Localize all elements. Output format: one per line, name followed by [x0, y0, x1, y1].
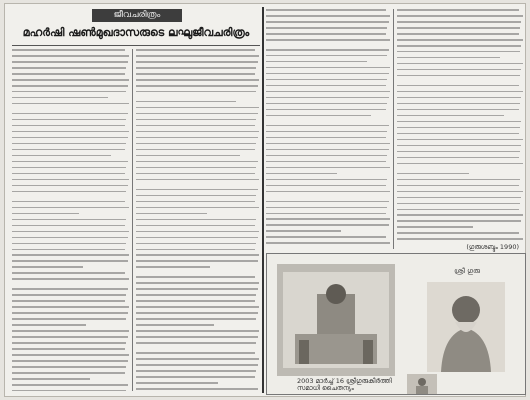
- text-line: [12, 243, 126, 245]
- text-line: [12, 324, 86, 326]
- text-line: [136, 161, 258, 163]
- text-line: [266, 15, 390, 17]
- text-line: [397, 27, 520, 29]
- text-line: [266, 91, 390, 93]
- text-line: [12, 254, 129, 256]
- text-line: [12, 61, 128, 63]
- article-heading: [12, 9, 260, 46]
- text-line: [266, 173, 337, 175]
- text-line: [12, 378, 90, 380]
- text-line: [266, 179, 387, 181]
- text-line: [12, 318, 126, 320]
- text-line: [12, 103, 129, 105]
- text-line: [136, 306, 259, 308]
- text-line: [266, 21, 389, 23]
- text-line: [12, 85, 128, 87]
- text-line: [136, 294, 256, 296]
- page-fold-divider: [262, 7, 264, 393]
- text-line: [12, 260, 128, 262]
- text-line: [12, 125, 125, 127]
- text-line: [397, 121, 521, 123]
- text-line: [266, 191, 390, 193]
- text-line: [266, 55, 387, 57]
- text-line: [136, 189, 258, 191]
- text-line: [397, 191, 523, 193]
- text-line: [12, 161, 128, 163]
- text-line: [136, 101, 236, 103]
- text-line: [397, 39, 523, 41]
- text-line: [136, 137, 258, 139]
- column-divider: [393, 9, 394, 249]
- text-line: [12, 249, 125, 251]
- text-line: [12, 97, 108, 99]
- text-line: [136, 67, 256, 69]
- text-line: [12, 113, 128, 115]
- text-line: [397, 145, 521, 147]
- text-line: [266, 109, 386, 111]
- text-line: [136, 91, 256, 93]
- text-line: [12, 219, 126, 221]
- text-line: [266, 115, 371, 117]
- text-line: [12, 372, 125, 374]
- text-line: [266, 185, 386, 187]
- text-line: [136, 237, 258, 239]
- text-line: [12, 213, 79, 215]
- text-line: [136, 370, 256, 372]
- text-line: [266, 97, 389, 99]
- text-column-4: [397, 9, 524, 249]
- text-line: [266, 27, 387, 29]
- text-line: [12, 73, 125, 75]
- text-line: [12, 79, 129, 81]
- text-line: [136, 179, 259, 181]
- text-line: [397, 139, 523, 141]
- text-line: [136, 243, 256, 245]
- text-line: [266, 85, 386, 87]
- text-line: [136, 55, 259, 57]
- text-line: [397, 51, 520, 53]
- text-line: [136, 376, 255, 378]
- text-line: [136, 260, 258, 262]
- text-line: [266, 213, 386, 215]
- text-line: [12, 201, 125, 203]
- text-line: [397, 203, 520, 205]
- text-line: [136, 195, 256, 197]
- text-line: [397, 214, 523, 216]
- text-line: [12, 131, 129, 133]
- text-line: [136, 388, 258, 390]
- text-line: [136, 282, 259, 284]
- text-line: [136, 330, 259, 332]
- text-line: [136, 73, 255, 75]
- photo-caption-left: 2003 മാർച്ച് 16 ശ്രീഗുരുകീർത്തി സമാധി ചൈതന്യം: [297, 377, 392, 392]
- text-line: [266, 149, 389, 151]
- text-line: [12, 336, 128, 338]
- text-line: [136, 231, 259, 233]
- text-line: [12, 231, 129, 233]
- text-line: [12, 384, 128, 386]
- photo-panel: [266, 253, 526, 395]
- text-line: [397, 45, 521, 47]
- text-line: [136, 225, 255, 227]
- text-line: [397, 63, 523, 65]
- text-line: [136, 207, 259, 209]
- text-line: [12, 67, 126, 69]
- text-line: [397, 57, 500, 59]
- text-line: [12, 155, 111, 157]
- text-line: [12, 167, 126, 169]
- text-line: [12, 366, 126, 368]
- text-line: [136, 119, 256, 121]
- text-line: [397, 97, 521, 99]
- column-divider: [132, 49, 133, 391]
- text-line: [12, 119, 126, 121]
- newspaper-page: [4, 3, 526, 397]
- text-line: [12, 149, 125, 151]
- text-line: [397, 220, 521, 222]
- text-line: [136, 201, 255, 203]
- text-line: [266, 49, 389, 51]
- text-line: [397, 226, 473, 228]
- small-photo: [407, 374, 437, 394]
- text-line: [12, 179, 129, 181]
- text-line: [397, 133, 519, 135]
- text-line: [12, 173, 125, 175]
- text-line: [266, 131, 387, 133]
- text-line: [397, 69, 521, 71]
- text-line: [136, 276, 255, 278]
- text-line: [12, 288, 128, 290]
- text-line: [397, 15, 523, 17]
- text-line: [12, 49, 125, 51]
- text-line: [397, 185, 519, 187]
- text-line: [12, 137, 128, 139]
- text-line: [12, 312, 128, 314]
- text-line: [12, 143, 126, 145]
- text-line: [136, 312, 258, 314]
- text-line: [136, 125, 255, 127]
- text-line: [266, 236, 386, 238]
- text-line: [397, 157, 519, 159]
- text-line: [12, 348, 125, 350]
- text-line: [266, 73, 389, 75]
- text-line: [266, 67, 390, 69]
- text-line: [266, 167, 390, 169]
- photo-caption-right: ശ്രീ ഗുരു: [454, 267, 480, 275]
- text-line: [136, 173, 255, 175]
- text-line: [12, 225, 125, 227]
- text-line: [12, 294, 126, 296]
- text-line: [12, 266, 83, 268]
- text-line: [136, 61, 258, 63]
- text-line: [266, 207, 387, 209]
- text-line: [266, 137, 386, 139]
- text-line: [266, 103, 387, 105]
- text-line: [12, 354, 129, 356]
- text-line: [136, 318, 256, 320]
- text-line: [136, 79, 259, 81]
- text-line: [136, 85, 258, 87]
- text-line: [266, 230, 341, 232]
- text-line: [136, 382, 218, 384]
- text-line: [136, 352, 255, 354]
- text-line: [266, 61, 367, 63]
- text-line: [397, 209, 519, 211]
- portrait-photo: [427, 282, 505, 372]
- text-line: [397, 115, 504, 117]
- text-line: [136, 113, 258, 115]
- text-column-1: [12, 49, 130, 391]
- text-line: [12, 360, 128, 362]
- text-line: [12, 330, 129, 332]
- text-line: [136, 107, 259, 109]
- text-line: [12, 390, 126, 391]
- text-line: [266, 39, 390, 41]
- text-line: [397, 75, 520, 77]
- article-title: മഹർഷി ഷൺമുഖദാസരുടെ ലഘുജീവചരിത്രം: [22, 26, 250, 39]
- group-photo-icon: [277, 264, 395, 376]
- text-line: [397, 91, 523, 93]
- text-line: [12, 306, 129, 308]
- text-line: [136, 167, 256, 169]
- text-line: [266, 155, 387, 157]
- text-line: [136, 149, 255, 151]
- text-line: [397, 151, 520, 153]
- text-line: [12, 300, 125, 302]
- text-line: [397, 21, 521, 23]
- text-line: [136, 288, 258, 290]
- text-line: [266, 9, 386, 11]
- text-column-3: [266, 9, 391, 249]
- section-tag: ജീവചരിത്രം: [92, 9, 182, 22]
- text-line: [136, 143, 256, 145]
- text-line: [136, 155, 240, 157]
- text-line: [136, 342, 256, 344]
- text-line: [136, 219, 256, 221]
- text-line: [397, 33, 519, 35]
- text-line: [397, 232, 519, 234]
- text-line: [397, 163, 523, 165]
- text-line: [12, 55, 129, 57]
- text-line: [12, 191, 126, 193]
- text-line: [12, 91, 126, 93]
- text-line: [136, 336, 258, 338]
- text-line: [397, 127, 520, 129]
- portrait-photo-icon: [427, 282, 505, 372]
- text-line: [266, 218, 390, 220]
- text-line: [136, 364, 258, 366]
- text-line: [266, 201, 389, 203]
- small-photo-icon: [407, 374, 437, 394]
- text-line: [136, 213, 207, 215]
- text-line: [12, 207, 129, 209]
- text-line: [136, 49, 255, 51]
- text-line: [397, 85, 519, 87]
- text-line: [397, 103, 520, 105]
- text-line: [266, 143, 390, 145]
- text-line: [266, 224, 389, 226]
- text-line: [136, 266, 210, 268]
- text-line: [266, 79, 387, 81]
- text-line: [266, 161, 386, 163]
- text-line: [12, 185, 128, 187]
- byline: (ഗുരുശബ്ദം 1990): [466, 243, 519, 251]
- text-line: [12, 272, 125, 274]
- text-line: [266, 125, 389, 127]
- text-line: [397, 197, 521, 199]
- text-line: [136, 300, 255, 302]
- text-line: [397, 238, 523, 240]
- text-column-2: [136, 49, 260, 391]
- text-line: [12, 237, 128, 239]
- text-line: [136, 249, 255, 251]
- text-line: [12, 342, 126, 344]
- text-line: [136, 254, 259, 256]
- text-line: [397, 179, 520, 181]
- text-line: [397, 173, 469, 175]
- text-line: [136, 131, 259, 133]
- text-line: [136, 324, 214, 326]
- text-line: [266, 242, 390, 244]
- text-line: [266, 33, 386, 35]
- text-line: [12, 278, 129, 280]
- text-line: [397, 9, 519, 11]
- text-line: [397, 109, 519, 111]
- group-photo: [277, 264, 395, 376]
- text-line: [136, 358, 259, 360]
